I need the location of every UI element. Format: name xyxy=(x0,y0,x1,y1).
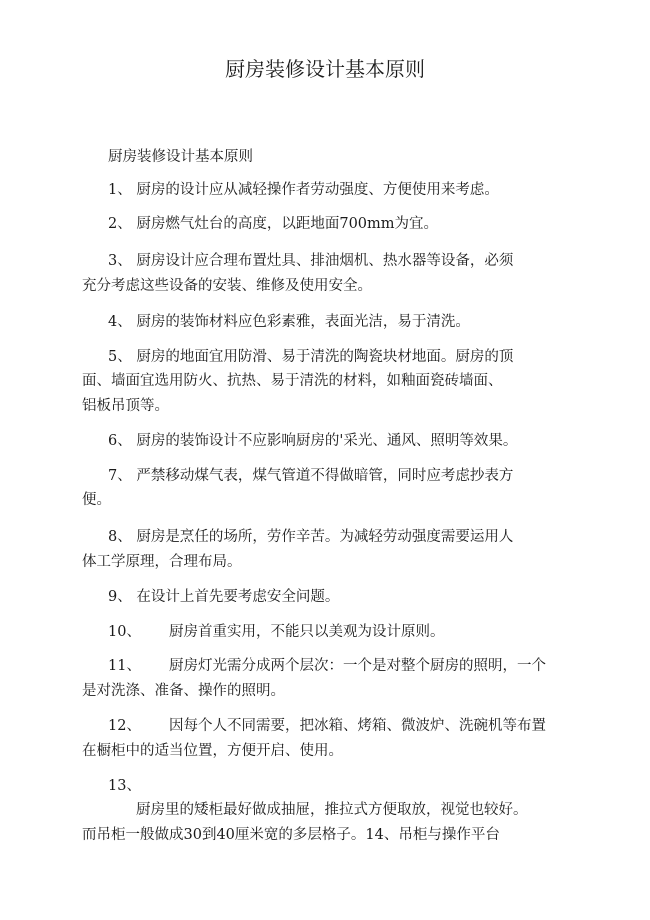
list-item-5 xyxy=(108,347,513,367)
item-number: 13、 xyxy=(108,778,141,794)
list-item-6 xyxy=(108,431,517,451)
item-number: 2、 xyxy=(108,216,132,232)
list-item-5-continued: 铝板吊顶等。 xyxy=(82,398,169,414)
item-number: 5、 xyxy=(108,349,132,365)
item-number: 1、 xyxy=(108,182,132,198)
item-text: 在设计上首先要考虑安全问题。 xyxy=(136,589,340,605)
list-item-7-continued: 便。 xyxy=(82,492,111,508)
list-item-7 xyxy=(108,466,513,486)
item-number: 12、 xyxy=(108,718,141,734)
list-item-13-text: 厨房里的矮柜最好做成抽屉，推拉式方便取放，视觉也较好。 xyxy=(136,802,528,818)
list-item-10 xyxy=(108,622,444,642)
list-item-11-continued: 是对洗涤、准备、操作的照明。 xyxy=(82,683,285,699)
list-item-8 xyxy=(108,527,513,547)
list-item-4 xyxy=(108,312,470,332)
item-text: 厨房的地面宜用防滑、易于清洗的陶瓷块材地面。厨房的顶 xyxy=(136,349,514,365)
item-text: 厨房设计应合理布置灶具、排油烟机、热水器等设备，必须 xyxy=(136,253,514,269)
item-number: 7、 xyxy=(108,468,132,484)
item-text: 因每个人不同需要，把冰箱、烤箱、微波炉、洗碗机等布置 xyxy=(168,718,546,734)
item-text: 厨房的装饰设计不应影响厨房的'采光、通风、照明等效果。 xyxy=(136,433,518,449)
item-number: 4、 xyxy=(108,314,132,330)
item-text: 厨房是烹任的场所，劳作辛苦。为减轻劳动强度需要运用人 xyxy=(136,529,514,545)
list-item-12-continued: 在橱柜中的适当位置，方便开启、使用。 xyxy=(82,743,343,759)
item-number: 10、 xyxy=(108,624,141,640)
list-item-1 xyxy=(108,180,499,200)
list-item-3-continued: 充分考虑这些设备的安装、维修及使用安全。 xyxy=(82,278,372,294)
list-item-2 xyxy=(108,214,438,234)
item-number: 8、 xyxy=(108,529,132,545)
item-text: 厨房的设计应从减轻操作者劳动强度、方便使用来考虑。 xyxy=(136,182,499,198)
item-text: 厨房燃气灶台的高度，以距地面700mm为宜。 xyxy=(136,216,439,232)
section-heading: 厨房装修设计基本原则 xyxy=(108,149,253,165)
item-text: 厨房灯光需分成两个层次：一个是对整个厨房的照明，一个 xyxy=(168,658,546,674)
list-item-13 xyxy=(108,776,141,796)
list-item-12 xyxy=(108,716,546,736)
list-item-13-continued: 而吊柜一般做成30到40厘米宽的多层格子。14、吊柜与操作平台 xyxy=(82,827,500,843)
list-item-3 xyxy=(108,251,513,271)
item-number: 9、 xyxy=(108,589,132,605)
item-text: 厨房首重实用，不能只以美观为设计原则。 xyxy=(168,624,445,640)
list-item-9 xyxy=(108,587,339,607)
list-item-11 xyxy=(108,656,546,676)
page-title: 厨房装修设计基本原则 xyxy=(225,57,425,81)
item-text: 厨房的装饰材料应色彩素雅，表面光洁，易于清洗。 xyxy=(136,314,470,330)
item-number: 11、 xyxy=(108,658,141,674)
list-item-8-continued: 体工学原理，合理布局。 xyxy=(82,554,242,570)
item-number: 6、 xyxy=(108,433,132,449)
item-text: 严禁移动煤气表，煤气管道不得做暗管，同时应考虑抄表方 xyxy=(136,468,514,484)
list-item-5-continued: 面、墙面宜选用防火、抗热、易于清洗的材料，如釉面瓷砖墙面、 xyxy=(82,373,503,389)
item-number: 3、 xyxy=(108,253,132,269)
